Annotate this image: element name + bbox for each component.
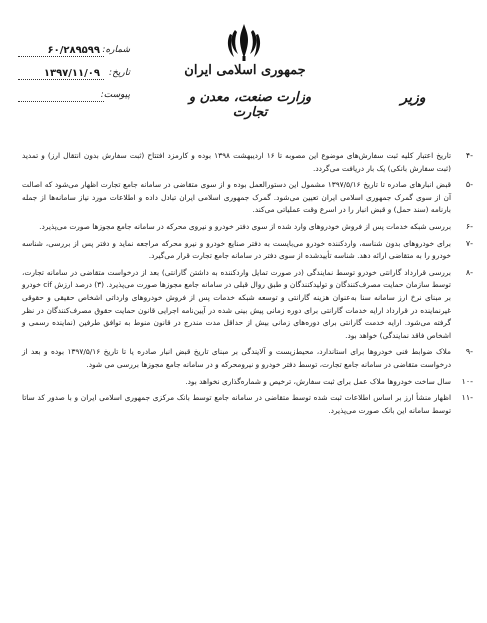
list-item: [22, 346, 473, 371]
item-number: -۱۰: [461, 376, 473, 386]
item-number: -۱۱: [461, 393, 473, 403]
letter-number-field: [18, 45, 130, 59]
item-text: بررسی قرارداد گارانتی خودرو توسط نمایندگی (در صورت تمایل واردکننده به داشتن گارانتی) بعد از درخواست متقاضی در سامانه تجارت، توسط سازمان حمایت مصرف‌کنندگان و تولیدکنندگان و طبق روال قبلی در سامانه جامع مجوزها صورت می‌پذیرد. (۳) درصد ارزش cif خودرو بر مبنای نرخ ارز سامانه سنا به‌عنوان هزینه گارانتی و توسعه شبکه خدمات پس از فروش خودروهای وارداتی اشخاص حقیقی و حقوقی غیرنماینده در قرارداد ارایه خدمات گارانتی برای دوره زمانی پیش بینی شده در آیین‌نامه اجرایی قانون حمایت حقوق مصرف‌کنندگان در نظر گرفته می‌شود. ارایه خدمت گارانتی برای دوره‌های زمانی بیش از حداقل مدت مندرج در قانون منوط به توافق طرفین (نماینده رسمی و اشخاص فاقد نمایندگی) خواهد بود.: [22, 267, 451, 340]
item-number: -۶: [465, 221, 473, 231]
list-item: [22, 221, 473, 234]
list-item: [22, 179, 473, 217]
regulation-items: [22, 150, 473, 421]
list-item: [22, 376, 473, 389]
list-item: [22, 238, 473, 263]
item-text: اظهار منشأ ارز بر اساس اطلاعات ثبت شده توسط متقاضی در سامانه جامع توسط بانک مرکزی جمهوری اسلامی ایران و با صدور کد ساتا توسط سامانه این بانک صورت می‌پذیرد.: [22, 393, 451, 415]
date-label: تاریخ:: [109, 68, 130, 78]
date-field: [18, 68, 130, 82]
attachment-label: پیوست:: [100, 90, 130, 100]
list-item: [22, 150, 473, 175]
list-item: [22, 392, 473, 417]
attachment-field: [18, 90, 130, 104]
item-text: سال ساخت خودروها ملاک عمل برای ثبت سفارش، ترخیص و شماره‌گذاری نخواهد بود.: [185, 376, 451, 386]
minister-title: وزیر: [400, 90, 426, 106]
item-number: -۸: [465, 267, 473, 277]
item-text: ملاک ضوابط فنی خودروها برای استاندارد، محیط‌زیست و آلایندگی بر مبنای تاریخ قبض انبار صادره یا تا تاریخ ۱۳۹۷/۵/۱۶ بوده و بعد از درخواست متقاضی در سامانه جامع تجارت، توسط دفتر خودرو و نیرومحرکه و در سامانه جامع مجوزها بررسی می شود.: [22, 347, 451, 369]
attachment-dots: [18, 101, 104, 102]
ministry-title: وزارت صنعت، معدن و تجارت: [188, 90, 312, 120]
item-number: -۷: [465, 238, 473, 248]
item-number: -۴: [465, 151, 473, 160]
national-emblem-icon: [226, 22, 262, 62]
item-number: -۹: [465, 347, 473, 357]
date-dots: [18, 79, 104, 80]
list-item: [22, 267, 473, 343]
item-text: تاریخ اعتبار کلیه ثبت سفارش‌های موضوع این مصوبه تا ۱۶ اردیبهشت ۱۳۹۸ بوده و کارمزد افتتاح (ثبت سفارش بدون انتقال ارز) و تمدید (ثبت سفارش بانکی) یک بار دریافت می‌گردد.: [22, 151, 451, 173]
date-value: ۱۳۹۷/۱۱/۰۹: [43, 68, 100, 79]
item-text: بررسی شبکه خدمات پس از فروش خودروهای وارد شده از سوی دفتر خودرو و نیروی محرکه در سامانه جامع مجوزها صورت می‌پذیرد.: [39, 221, 451, 231]
item-number: -۵: [465, 180, 473, 190]
letter-number-dots: [18, 56, 104, 57]
republic-title: جمهوری اسلامی ایران: [184, 63, 306, 78]
item-text: قبض انبارهای صادره تا تاریخ ۱۳۹۷/۵/۱۶ مشمول این دستورالعمل بوده و از سوی متقاضی در سامانه جامع تجارت اظهار می‌شود که اصالت آن از سوی گمرک جمهوری اسلامی ایران تعیین می‌شود. گمرک جمهوری اسلامی ایران تبادل داده و اطلاعات مورد نیاز سامانه‌ها از جمله بارنامه (سند حمل) و قبض انبار را در اسرع وقت عملیاتی می‌کند.: [22, 180, 452, 215]
item-text: برای خودروهای بدون شناسه، واردکننده خودرو می‌بایست به دفتر صنایع خودرو و نیرو محرکه مراجعه نماید و دفتر پس از بررسی، شناسه خودرو را به متقاضی ارائه دهد. شناسه تأییدشده از سوی دفتر در سامانه جامع تجارت قرار می‌گیرد.: [22, 238, 451, 261]
letter-number-value: ۶۰/۲۸۹۵۹۹: [47, 45, 100, 56]
letter-number-label: شماره:: [102, 45, 130, 55]
